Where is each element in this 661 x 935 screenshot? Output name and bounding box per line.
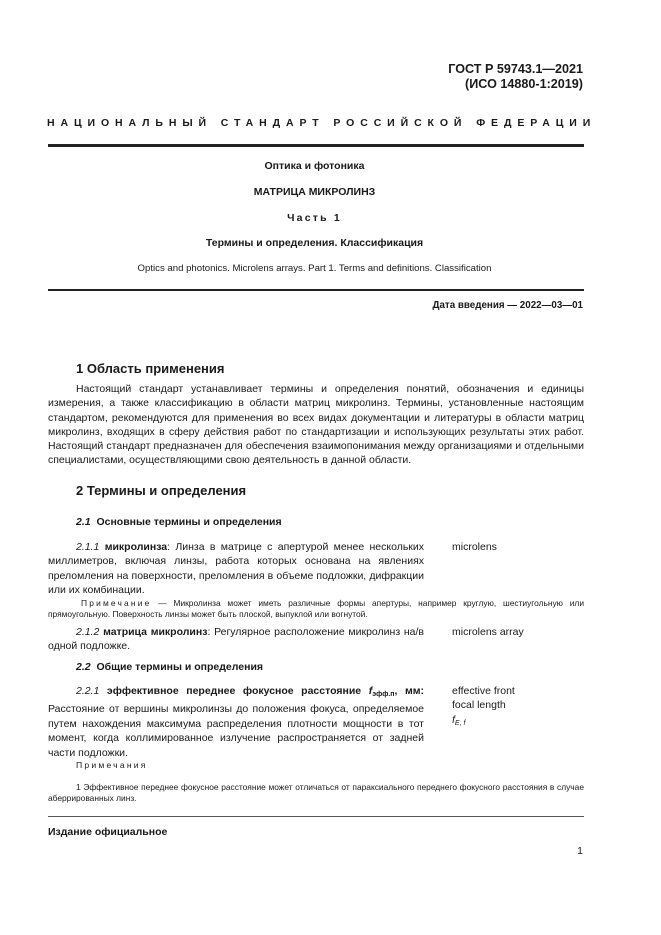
introduction-date: Дата введения — 2022—03—01: [432, 300, 583, 311]
term-2-2-1-symbol-subscript: эфф.п: [372, 691, 395, 698]
english-symbol-f: f: [452, 713, 455, 726]
term-2-2-1-english-line-2: focal length: [452, 699, 506, 712]
term-2-2-1-units: , мм:: [394, 685, 424, 697]
section-1-body: Настоящий стандарт устанавливает термины и определения понятий, обозначения и единицы измерения, а также классификацию в области матриц микролинз. Термины, установленные настоящим стандартом, рекомендуются для применения во всех видах документации и литературы в области матриц микролинз, входящих в сферу действия работ по стандартизации и использующих результаты этих работ. Настоящий стандарт предназначен для обеспечения взаимопонимания между организациями и отдельными специалистами, осуществляющими свою деятельность в данной области.: [48, 383, 584, 467]
note-2-1-1-label: Примечание: [81, 598, 152, 608]
term-2-2-1-definition: Расстояние от вершины микролинзы до положения фокуса, определяемое путем нахождения максимума распределения плотности мощности в тот момент, когда коллимированное излучение распространяется от задней части подложки.: [48, 703, 424, 759]
document-subtitle: Термины и определения. Классификация: [205, 237, 424, 249]
term-2-2-1: [48, 684, 424, 760]
footer-rule: [48, 816, 584, 817]
term-2-1-1-english: microlens: [452, 541, 497, 553]
national-standard-banner: НАЦИОНАЛЬНЫЙ СТАНДАРТ РОССИЙСКОЙ ФЕДЕРАЦИИ: [47, 117, 597, 129]
subsection-2-2-heading: [76, 661, 263, 673]
term-2-1-2-english: microlens array: [452, 626, 524, 638]
subsection-2-2-number: 2.2: [76, 661, 91, 673]
term-2-1-1-definition: : Линза в матрице с апертурой менее нескольких миллиметров, включая линзы, работа которых основана на явлениях преломления на поверхности, преломления в объеме подложки, дифракции или их комбинации.: [48, 541, 424, 597]
term-2-2-1-english-line-1: effective front: [452, 685, 515, 697]
term-2-1-2-term: матрица микролинз: [103, 626, 208, 638]
term-2-2-1-number: 2.2.1: [76, 685, 100, 697]
term-2-1-2-definition: : Регулярное расположение микролинз на/в одной подложке.: [48, 626, 424, 653]
note-2-1-1: [48, 598, 584, 621]
page-number: 1: [577, 845, 583, 857]
middle-rule: [48, 289, 584, 291]
part-number: Часть 1: [287, 212, 342, 224]
term-2-2-1-term: эффективное переднее фокусное расстояние: [106, 685, 362, 697]
english-symbol-subscript: E, f: [454, 719, 466, 727]
subsection-2-1-number: 2.1: [76, 516, 91, 528]
subsection-2-2-title: Общие термины и определения: [96, 661, 264, 673]
standard-code: ГОСТ Р 59743.1—2021: [448, 62, 583, 76]
subsection-2-1-heading: [76, 516, 282, 528]
top-rule: [48, 144, 584, 147]
term-2-1-1-term: микролинза: [104, 541, 168, 553]
note-2-2-1: 1 Эффективное переднее фокусное расстояние может отличаться от параксиального переднего фокусного расстояния в случае аберрированных линз.: [48, 782, 584, 804]
term-2-2-1-english: [452, 684, 584, 731]
notes-label: Примечания: [76, 760, 148, 770]
section-1-heading: 1 Область применения: [76, 361, 225, 376]
term-2-1-1-number: 2.1.1: [76, 541, 100, 553]
term-2-1-2-number: 2.1.2: [76, 626, 100, 638]
term-2-1-2: [48, 625, 424, 654]
term-2-2-1-english-symbol: [452, 713, 584, 731]
document-title: МАТРИЦА МИКРОЛИНЗ: [253, 186, 376, 198]
term-2-2-1-symbol: f: [368, 685, 373, 697]
note-2-1-1-text: — Микролинза может иметь различные формы апертуры, например круглую, шестиугольную или прямоугольную. Поверхность линзы может быть плоской, выпуклой или вогнутой.: [48, 598, 584, 620]
section-2-heading: 2 Термины и определения: [76, 483, 247, 498]
official-edition: Издание официальное: [48, 826, 168, 838]
english-title: Optics and photonics. Microlens arrays. Part 1. Terms and definitions. Classification: [137, 263, 492, 274]
term-2-1-1: [48, 540, 424, 598]
subsection-2-1-title: Основные термины и определения: [96, 516, 282, 528]
field-title: Оптика и фотоника: [264, 160, 365, 172]
iso-code: (ИСО 14880-1:2019): [465, 77, 583, 91]
